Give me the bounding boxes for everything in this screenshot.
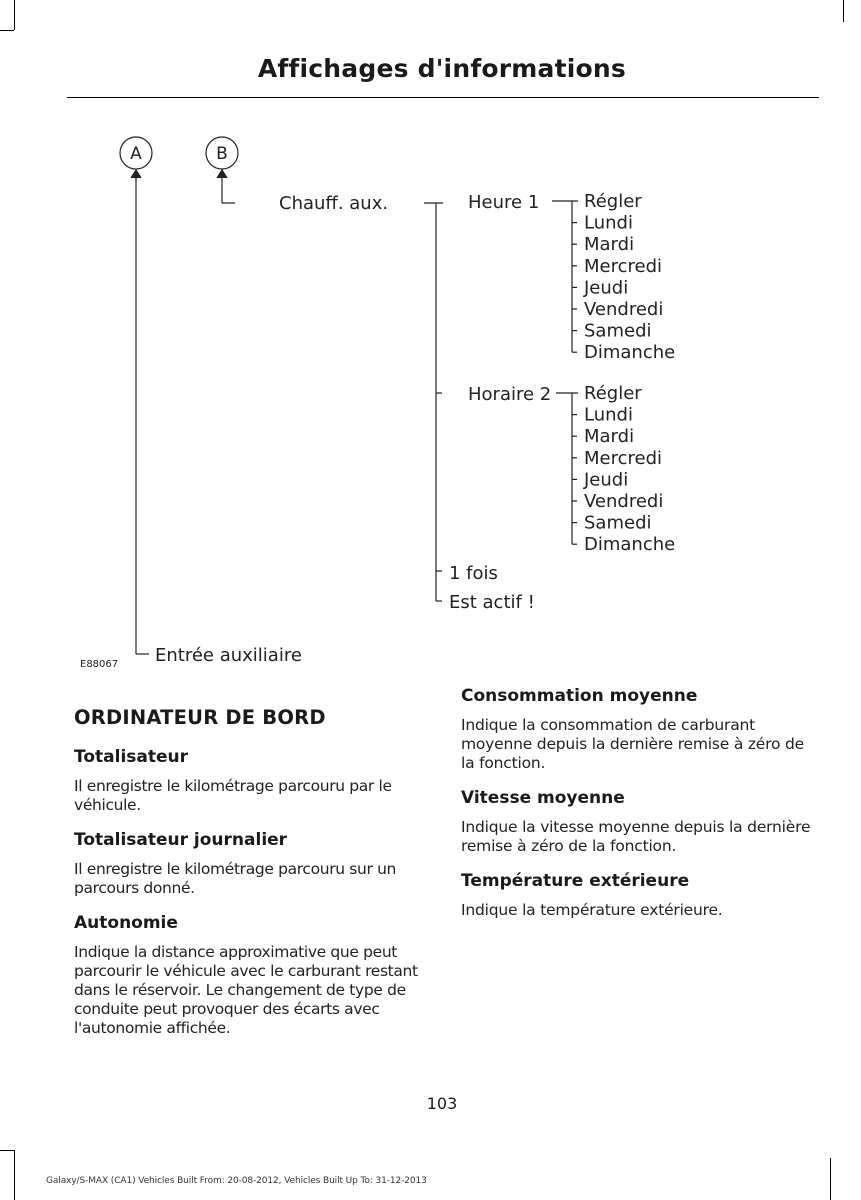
timer2-label: Horaire 2: [468, 384, 552, 405]
conso-heading: Consommation moyenne: [461, 686, 698, 706]
submenu-item: Dimanche: [584, 342, 676, 364]
crop-mark: [0, 1150, 14, 1151]
crop-mark: [830, 1158, 831, 1200]
submenu-item: Régler: [584, 191, 642, 212]
submenu-item: Vendredi: [584, 299, 664, 320]
label-b: B: [216, 144, 228, 164]
submenu-item: Samedi: [584, 512, 652, 534]
right-column: [461, 686, 816, 935]
vitesse-heading: Vitesse moyenne: [461, 788, 625, 808]
autonomie-heading: Autonomie: [74, 913, 178, 933]
root-label: Chauff. aux.: [279, 193, 389, 214]
temp-text: Indique la température extérieure.: [461, 901, 723, 919]
totalisateur-heading: Totalisateur: [74, 747, 189, 767]
arrow-a-head: [131, 170, 141, 178]
totalisateur-text: Il enregistre le kilométrage parcouru par le véhicule.: [74, 777, 392, 814]
timer1-submenu: [552, 191, 675, 363]
page-number: 103: [426, 1094, 458, 1113]
active-label: Est actif !: [449, 592, 535, 613]
timer1-label: Heure 1: [468, 192, 540, 213]
submenu-item: Mercredi: [584, 447, 663, 469]
submenu-item: Mercredi: [584, 255, 663, 277]
submenu-item: Régler: [584, 383, 642, 404]
submenu-item: Jeudi: [584, 277, 629, 299]
autonomie-text: Indique la distance approximative que peut parcourir le véhicule avec le carburant restant dans le réservoir. Le changement de type de conduite peut provoquer des écarts avec l'autonomie affichée.: [74, 943, 418, 1037]
footer-text: Galaxy/S-MAX (CA1) Vehicles Built From: 20-08-2012, Vehicles Built Up To: 31-12-2013: [46, 1176, 427, 1186]
label-a: A: [130, 144, 142, 164]
conso-text: Indique la consommation de carburant moyenne depuis la dernière remise à zéro de la fonction.: [461, 716, 804, 772]
submenu-item: Lundi: [584, 404, 633, 426]
submenu-item: Vendredi: [584, 491, 664, 512]
aux-input-label: Entrée auxiliaire: [155, 645, 302, 666]
once-label: 1 fois: [449, 563, 498, 584]
submenu-item: Samedi: [584, 320, 652, 342]
submenu-item: Mardi: [584, 234, 635, 256]
page-title: Affichages d'informations: [257, 54, 626, 83]
submenu-item: Jeudi: [584, 469, 629, 491]
figure-code: E88067: [80, 659, 119, 670]
crop-mark: [14, 1150, 15, 1200]
submenu-item: Lundi: [584, 212, 633, 234]
submenu-item: Mardi: [584, 426, 635, 448]
journalier-text: Il enregistre le kilométrage parcouru sur un parcours donné.: [74, 860, 397, 897]
left-column: [74, 706, 429, 1053]
vitesse-text: Indique la vitesse moyenne depuis la dernière remise à zéro de la fonction.: [461, 818, 811, 855]
submenu-item: Dimanche: [584, 534, 676, 556]
arrow-b-head: [217, 170, 227, 178]
journalier-heading: Totalisateur journalier: [74, 830, 288, 850]
timer2-submenu: [556, 383, 675, 555]
temp-heading: Température extérieure: [461, 871, 690, 891]
section-title: ORDINATEUR DE BORD: [74, 706, 326, 729]
